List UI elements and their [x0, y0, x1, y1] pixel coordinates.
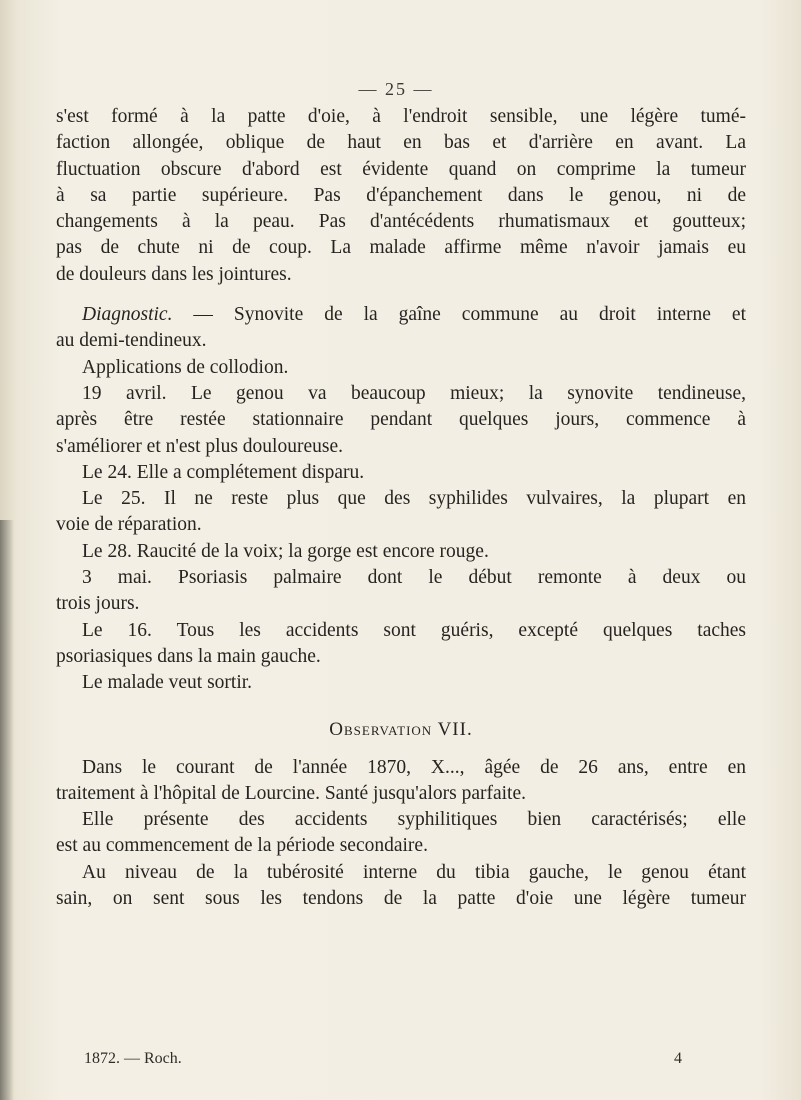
binding-shadow: [0, 520, 14, 1100]
text-line: Au niveau de la tubérosité interne du tibia gauche, le genou étant: [82, 861, 746, 883]
diagnostic-label: Diagnostic.: [82, 304, 173, 326]
text-line: Le malade veut sortir.: [82, 672, 253, 694]
text-line: sain, on sent sous les tendons de la patte d'oie une légère tumeur: [56, 888, 746, 910]
text-line: Elle présente des accidents syphilitiques bien caractérisés; elle: [82, 809, 746, 831]
section-heading: Observation VII.: [329, 718, 473, 740]
page-footer: [84, 1050, 684, 1068]
text-line: changements à la peau. Pas d'antécédents rhumatismaux et goutteux;: [56, 211, 746, 233]
footer-signature: 1872. — Roch.: [84, 1050, 182, 1067]
text-line: trois jours.: [56, 593, 140, 615]
text-line: est au commencement de la période secondaire.: [56, 835, 428, 857]
paragraph-observation: [56, 755, 746, 913]
text-line: voie de réparation.: [56, 514, 202, 536]
text-line: à sa partie supérieure. Pas d'épanchement dans le genou, ni de: [56, 184, 746, 206]
text-line: Applications de collodion.: [82, 356, 289, 378]
text-line: s'est formé à la patte d'oie, à l'endroit sensible, une légère tumé-: [56, 106, 746, 127]
paragraph-intro: [56, 104, 746, 288]
text-line: pas de chute ni de coup. La malade affirme même n'avoir jamais eu: [56, 237, 746, 259]
text-line: Le 16. Tous les accidents sont guéris, excepté quelques taches: [82, 619, 746, 641]
paragraph-diagnostic: [56, 302, 746, 696]
text-line: Le 24. Elle a complétement disparu.: [82, 461, 365, 483]
footer-sheet-number: 4: [674, 1050, 682, 1067]
text-line: faction allongée, oblique de haut en bas et d'arrière en avant. La: [56, 132, 746, 154]
text-line: 3 mai. Psoriasis palmaire dont le début remonte à deux ou: [82, 567, 746, 589]
page-text: [56, 76, 746, 912]
spacer: [56, 697, 746, 711]
text-line: s'améliorer et n'est plus douloureuse.: [56, 435, 343, 457]
text-line: de douleurs dans les jointures.: [56, 263, 292, 285]
text-line: fluctuation obscure d'abord est évidente quand on comprime la tumeur: [56, 158, 746, 180]
page-number: — 25 —: [358, 79, 434, 99]
text-line: au demi-tendineux.: [56, 330, 207, 352]
text-line: Le 28. Raucité de la voix; la gorge est encore rouge.: [82, 540, 489, 562]
text-line: 19 avril. Le genou va beaucoup mieux; la synovite tendineuse,: [82, 382, 746, 404]
text-line: Dans le courant de l'année 1870, X..., âgée de 26 ans, entre en: [82, 756, 746, 778]
text-line: Le 25. Il ne reste plus que des syphilides vulvaires, la plupart en: [82, 488, 746, 510]
text-line: après être restée stationnaire pendant quelques jours, commence à: [56, 409, 746, 431]
spacer: [56, 288, 746, 302]
text-line: psoriasiques dans la main gauche.: [56, 645, 321, 667]
diagnostic-text: — Synovite de la gaîne commune au droit interne et: [172, 304, 746, 326]
text-line: traitement à l'hôpital de Lourcine. Santé jusqu'alors parfaite.: [56, 782, 526, 804]
